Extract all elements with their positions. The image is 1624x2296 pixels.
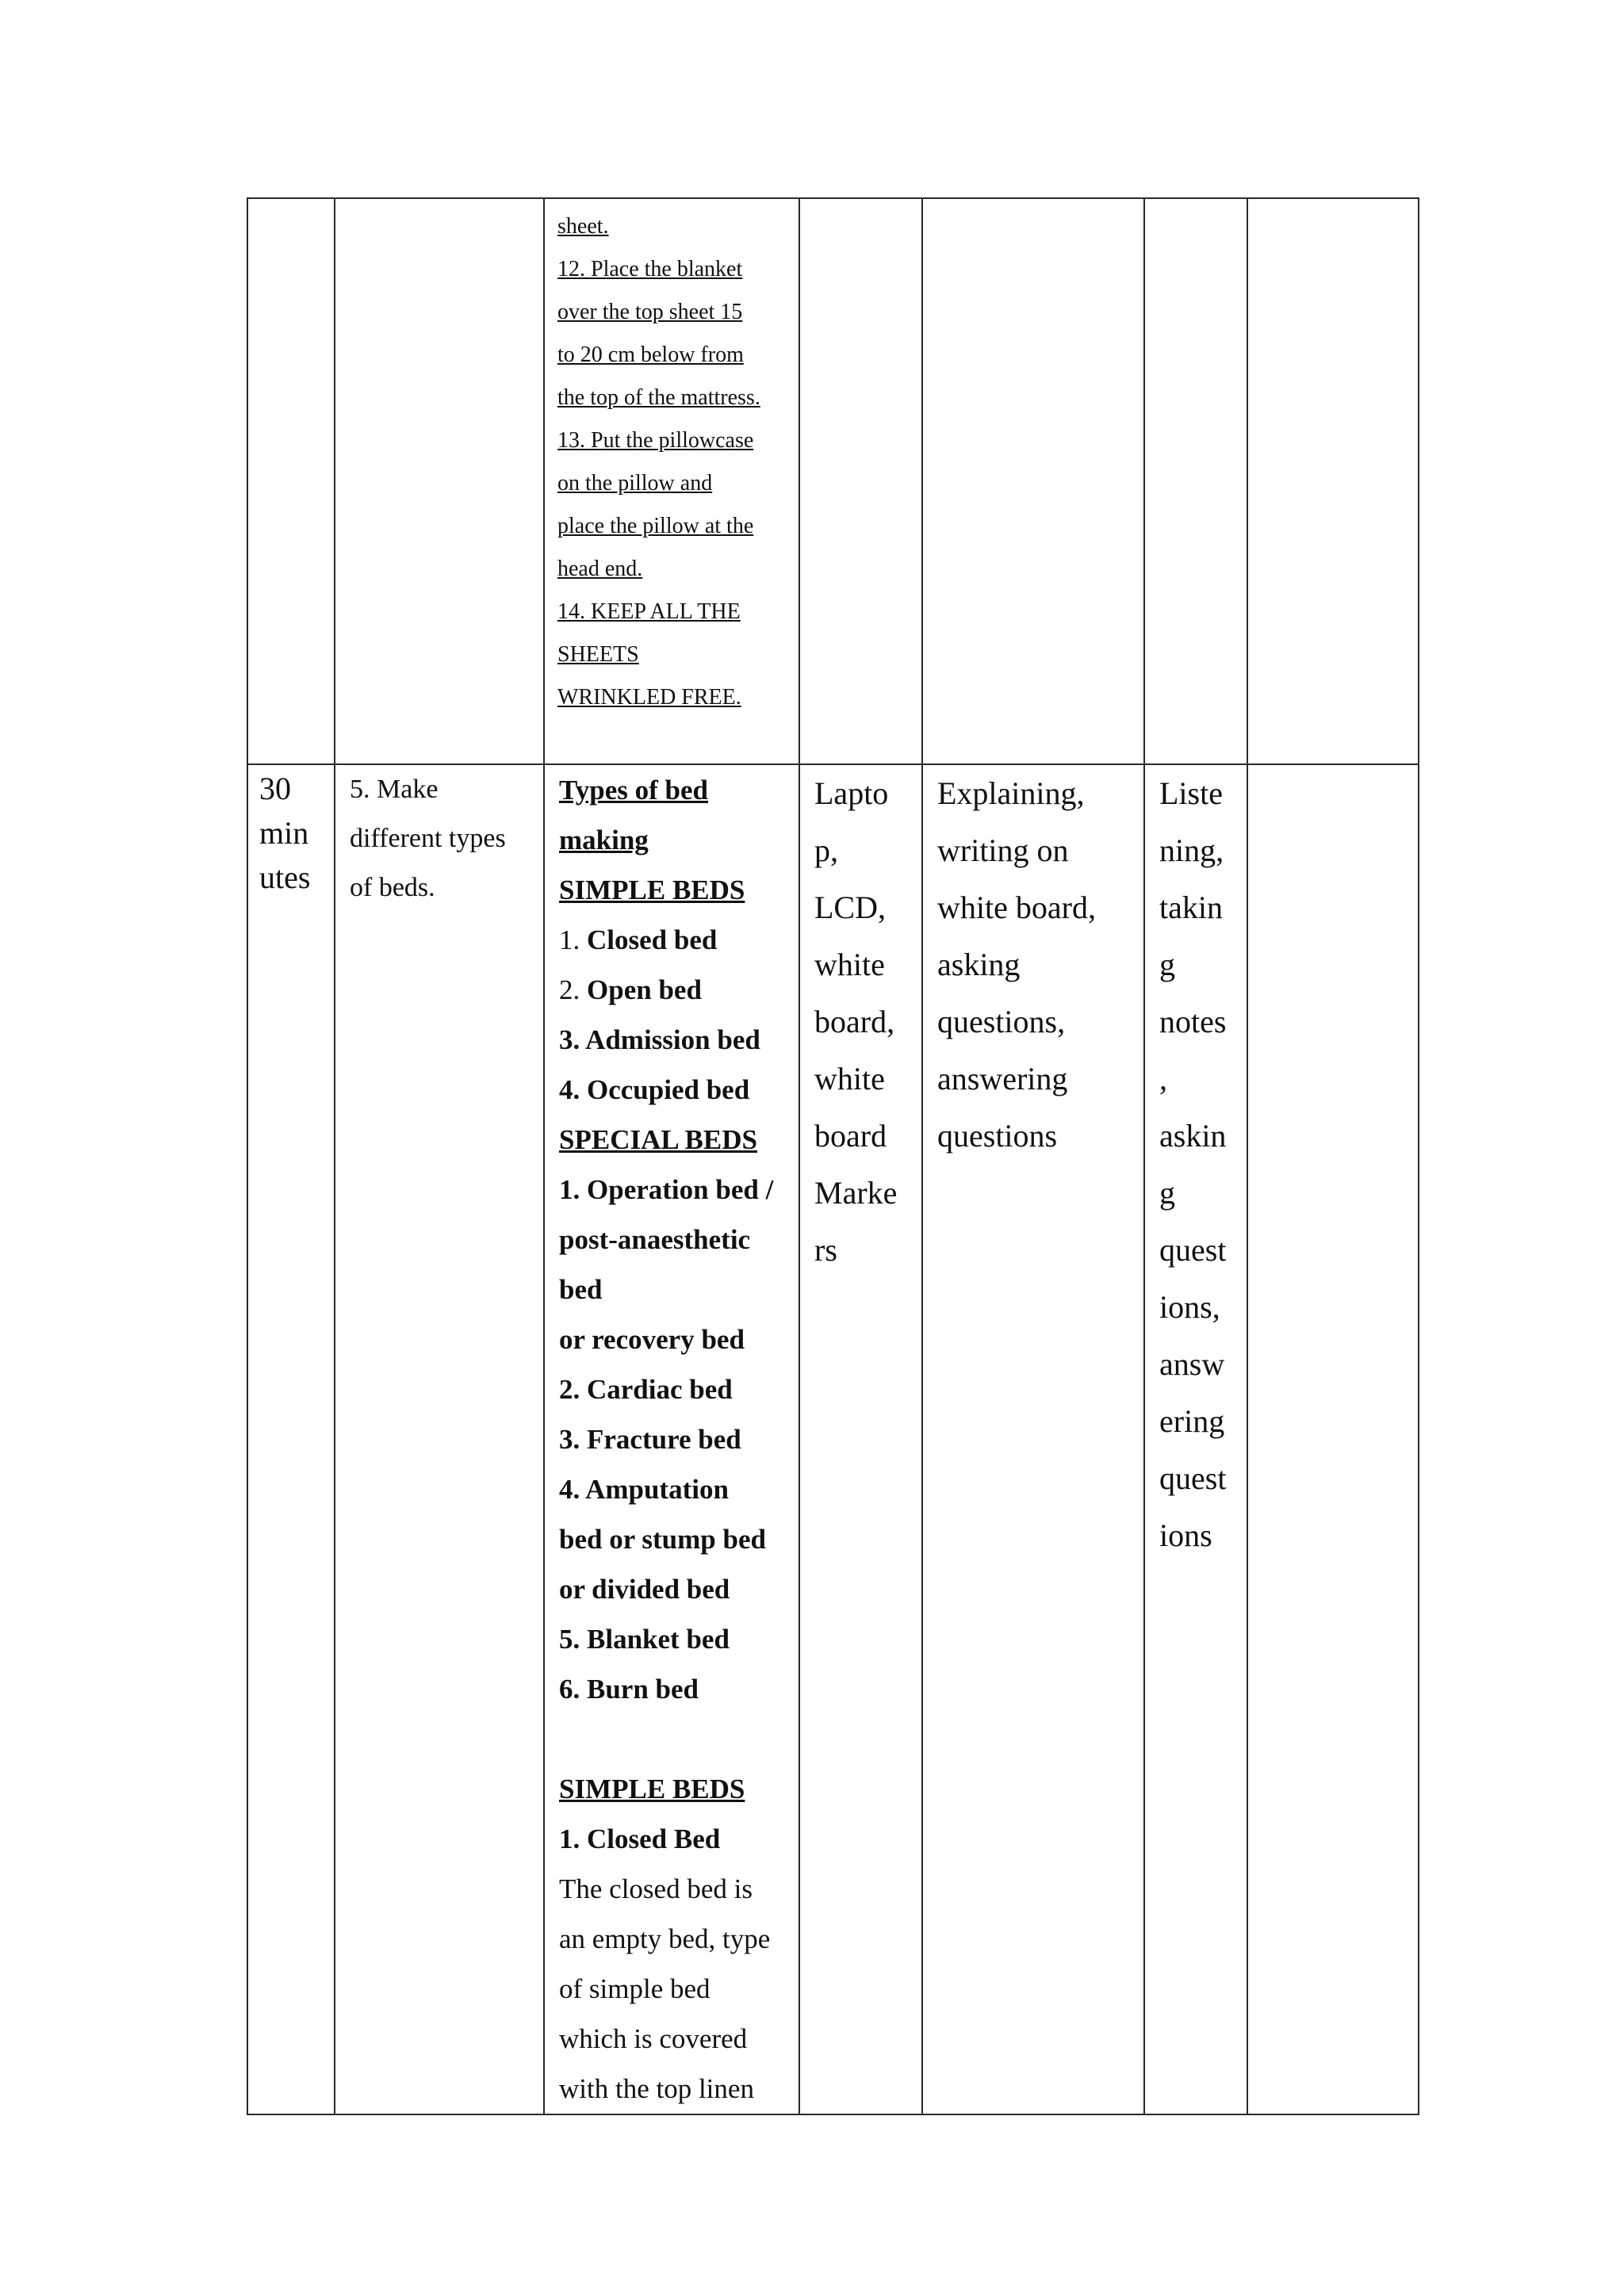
simple-beds-heading: SIMPLE BEDS [559, 1774, 745, 1804]
learner-activity-cell [1144, 198, 1247, 764]
time-cell [247, 198, 335, 764]
step-line: to 20 cm below from [557, 342, 744, 367]
list-item: or recovery bed [559, 1324, 745, 1355]
evaluation-cell [1247, 764, 1419, 2114]
activity-line: notes [1159, 1004, 1227, 1039]
content-cell [544, 198, 799, 764]
activity-line: quest [1159, 1460, 1227, 1496]
teacher-activity-cell [922, 764, 1144, 2114]
list-item: 1. Closed bed [559, 924, 718, 955]
aids-line: rs [814, 1232, 837, 1268]
activity-line: writing on [937, 832, 1069, 868]
activity-line: ning, [1159, 832, 1224, 868]
aids-line: white [814, 947, 885, 982]
list-item: 2. Open bed [559, 974, 702, 1005]
activity-line: askin [1159, 1118, 1227, 1154]
learner-activity-text [1145, 765, 1247, 1564]
list-item: or divided bed [559, 1574, 730, 1605]
step-line: WRINKLED FREE. [557, 685, 741, 710]
step-line: 12. Place the blanket [557, 257, 743, 281]
content-text [545, 765, 799, 2114]
aids-line: Marke [814, 1175, 898, 1211]
list-item: 5. Blanket bed [559, 1624, 730, 1655]
aids-text [800, 765, 921, 1279]
duration-line: 30 [259, 771, 291, 806]
paragraph-line: of simple bed [559, 1973, 710, 2004]
objective-line: 5. Make [350, 775, 439, 804]
content-heading: making [559, 825, 649, 855]
duration-text [248, 767, 334, 900]
list-item: bed [559, 1274, 603, 1305]
special-beds-heading: SPECIAL BEDS [559, 1124, 757, 1155]
simple-beds-heading: SIMPLE BEDS [559, 874, 745, 905]
list-item: 6. Burn bed [559, 1674, 699, 1705]
activity-line: Liste [1159, 775, 1223, 811]
activity-line: Explaining, [937, 775, 1085, 811]
lesson-plan-table [247, 197, 1419, 2115]
step-line: place the pillow at the [557, 514, 754, 538]
activity-line: g [1159, 1175, 1175, 1211]
content-cell [544, 764, 799, 2114]
objective-line: different types [350, 824, 506, 853]
step-line: on the pillow and [557, 471, 713, 496]
activity-line: , [1159, 1061, 1167, 1096]
step-line: the top of the mattress. [557, 385, 760, 410]
aids-line: p, [814, 832, 838, 868]
activity-line: ions, [1159, 1289, 1220, 1325]
list-item: 2. Cardiac bed [559, 1374, 733, 1405]
list-item: 4. Amputation [559, 1474, 729, 1505]
aids-line: LCD, [814, 890, 886, 925]
list-item: bed or stump bed [559, 1524, 766, 1555]
paragraph-line: with the top linen [559, 2073, 754, 2104]
aids-line: board, [814, 1004, 895, 1039]
duration-line: utes [259, 859, 311, 895]
activity-line: questions, [937, 1004, 1066, 1039]
activity-line: quest [1159, 1232, 1227, 1268]
activity-line: asking [937, 947, 1021, 982]
activity-line: answering [937, 1061, 1068, 1096]
step-line: SHEETS [557, 642, 639, 667]
step-line: 14. KEEP ALL THE [557, 599, 741, 624]
time-cell [247, 764, 335, 2114]
aids-line: Lapto [814, 775, 889, 811]
activity-line: ering [1159, 1403, 1225, 1439]
procedure-steps [545, 199, 799, 719]
table-row [247, 198, 1419, 764]
list-item: 1. Operation bed / [559, 1174, 774, 1205]
step-line: 13. Put the pillowcase [557, 428, 754, 453]
step-line: over the top sheet 15 [557, 300, 743, 324]
activity-line: questions [937, 1118, 1058, 1154]
learner-activity-cell [1144, 764, 1247, 2114]
objective-cell [335, 764, 544, 2114]
spacer [559, 1714, 784, 1764]
list-item: 3. Admission bed [559, 1024, 760, 1055]
list-item: 4. Occupied bed [559, 1074, 750, 1105]
activity-line: g [1159, 947, 1175, 982]
aids-line: board [814, 1118, 887, 1154]
teacher-activity-cell [922, 198, 1144, 764]
evaluation-cell [1247, 198, 1419, 764]
aids-cell [799, 764, 922, 2114]
activity-line: answ [1159, 1346, 1225, 1382]
content-heading: Types of bed [559, 775, 708, 806]
paragraph-line: an empty bed, type [559, 1923, 771, 1954]
step-line: sheet. [557, 214, 609, 239]
duration-line: min [259, 815, 309, 851]
step-line: head end. [557, 557, 643, 581]
activity-line: takin [1159, 890, 1223, 925]
activity-line: white board, [937, 890, 1096, 925]
aids-line: white [814, 1061, 885, 1096]
paragraph-line: The closed bed is [559, 1873, 753, 1904]
objective-text [335, 765, 543, 913]
list-item: post-anaesthetic [559, 1224, 751, 1255]
table-row [247, 764, 1419, 2114]
aids-cell [799, 198, 922, 764]
closed-bed-title: 1. Closed Bed [559, 1823, 721, 1854]
list-item: 3. Fracture bed [559, 1424, 741, 1455]
teacher-activity-text [923, 765, 1143, 1165]
paragraph-line: which is covered [559, 2023, 748, 2054]
objective-line: of beds. [350, 873, 435, 902]
activity-line: ions [1159, 1517, 1212, 1553]
objective-cell [335, 198, 544, 764]
